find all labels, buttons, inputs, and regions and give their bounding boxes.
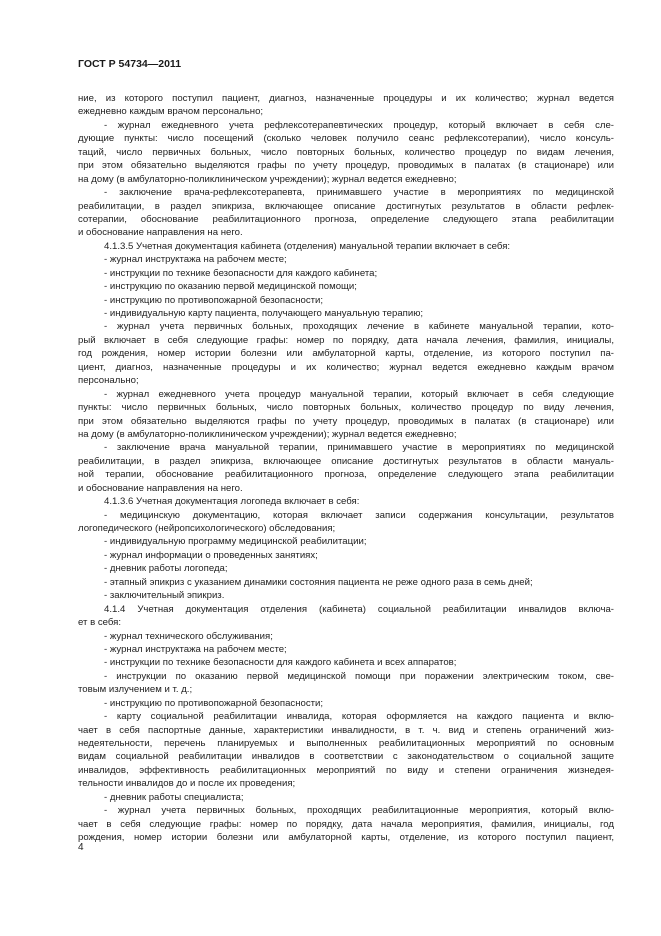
text-line: - карту социальной реабилитации инвалида, которая оформляется на каждого пациента и вклю-	[104, 711, 614, 723]
text-line: пункты: число первичных больных, число повторных больных, количество процедур по виду лечения,	[78, 402, 614, 414]
text-line: таций, число первичных больных, число повторных больных, количество процедур по видам лечения,	[78, 146, 614, 158]
list-item: - журнал информации о проведенных занятиях;	[104, 549, 318, 561]
text-line: - заключение врача мануальной терапии, принимавшего участие в мероприятиях по медицинской	[104, 442, 614, 454]
document-body	[78, 92, 614, 845]
text-line: на дому (в амбулаторно-поликлиническом учреждении); журнал ведется ежедневно;	[78, 173, 457, 185]
page-number: 4	[78, 842, 84, 853]
text-line: реабилитации, в раздел эпикриза, включающее описание достигнутых результатов в области мануаль-	[78, 455, 614, 467]
text-line: ние, из которого поступил пациент, диагноз, назначенные процедуры и их количество; журнал ведется	[78, 93, 614, 104]
text-line: при этом обязательно выделяются графы по учету процедур, проводимых в палатах (в стационаре) или	[78, 160, 614, 172]
list-item: - журнал технического обслуживания;	[104, 630, 273, 642]
text-line: товым излучением и т. д.;	[78, 684, 193, 696]
list-item: - инструкции по технике безопасности для каждого кабинета;	[104, 267, 378, 279]
section-heading-line: 4.1.3.5 Учетная документация кабинета (отделения) мануальной терапии включает в себя:	[104, 240, 511, 252]
text-line: чает в себя следующие графы: номер по порядку, дата начала мероприятия, фамилия, инициалы, год	[78, 818, 614, 830]
text-line: персонально;	[78, 375, 139, 387]
text-line: сотерапии, обоснование реабилитационного прогноза, определение следующего этапа реабилитации	[78, 213, 614, 225]
text-line: на дому (в амбулаторно-поликлиническом учреждении); журнал ведется ежедневно;	[78, 428, 457, 440]
text-line: рый включает в себя следующие графы: номер по порядку, дата начала лечения, фамилия, инициалы,	[78, 334, 614, 346]
text-line: логопедического (нейропсихологического) обследования;	[78, 523, 336, 534]
document-header: ГОСТ Р 54734—2011	[78, 58, 182, 70]
text-line: ет в себя:	[78, 617, 122, 629]
text-line: - заключение врача-рефлексотерапевта, принимавшего участие в мероприятиях по медицинской	[104, 187, 614, 199]
text-line: - журнал ежедневного учета процедур мануальной терапии, который включает в себя следующие	[104, 388, 614, 400]
list-item: - индивидуальную карту пациента, получающего мануальную терапию;	[104, 308, 424, 319]
list-item: - дневник работы логопеда;	[104, 563, 228, 575]
text-line: и обоснование направления на него.	[78, 227, 243, 239]
list-item: - заключительный эпикриз.	[104, 590, 225, 602]
text-line: реабилитации, в раздел эпикриза, включающее описание достигнутых результатов в области рефлек-	[78, 200, 614, 212]
text-line: год рождения, номер истории болезни или амбулаторной карты, отделение, из которого поступил па-	[78, 348, 614, 360]
list-item: - инструкцию по противопожарной безопасности;	[104, 697, 324, 709]
text-line: ной терапии, обоснование реабилитационного прогноза, определение следующего этапа реабилитации	[78, 469, 614, 481]
list-item: - инструкцию по противопожарной безопасности;	[104, 294, 324, 306]
text-line: - медицинскую документацию, которая включает записи содержания консультации, результатов	[104, 509, 614, 521]
text-line: - журнал учета первичных больных, проходящих реабилитационные мероприятия, который вклю-	[104, 805, 614, 817]
list-item: - инструкцию по оказанию первой медицинской помощи;	[104, 281, 357, 293]
text-line: видам социальной реабилитации инвалидов в соответствии с законодательством о социальной защите	[78, 751, 614, 763]
text-line: - журнал учета первичных больных, проходящих лечение в кабинете мануальной терапии, кото-	[104, 321, 614, 333]
text-line: чает в себя паспортные данные, характеристики инвалидности, в т. ч. вид и степень ограничений жиз-	[78, 724, 614, 736]
text-line: дующие пункты: число посещений (сколько человек получило сеанс рефлексотерапии), число консуль-	[78, 133, 614, 145]
text-line: рождения, номер истории болезни или амбулаторной карты, отделение, из которого поступил пациент,	[78, 832, 614, 844]
list-item: - инструкции по технике безопасности для каждого кабинета и всех аппаратов;	[104, 657, 457, 669]
section-heading-line: 4.1.3.6 Учетная документация логопеда включает в себя:	[104, 496, 360, 508]
list-item: - этапный эпикриз с указанием динамики состояния пациента не реже одного раза в семь дней;	[104, 576, 533, 588]
text-line: и обоснование направления на него.	[78, 482, 243, 494]
list-item: - дневник работы специалиста;	[104, 791, 244, 803]
section-heading-line: 4.1.4 Учетная документация отделения (кабинета) социальной реабилитации инвалидов включа-	[104, 603, 614, 615]
text-line: - инструкции по оказанию первой медицинской помощи при поражении электрическим током, све-	[104, 670, 614, 682]
text-line: при этом обязательно выделяются графы по учету процедур, проводимых в палатах (в стационаре) или	[78, 415, 614, 427]
text-line: циент, диагноз, назначенные процедуры и их количество; журнал ведется ежедневно каждым врачом	[78, 361, 614, 373]
list-item: - журнал инструктажа на рабочем месте;	[104, 254, 287, 266]
list-item: - журнал инструктажа на рабочем месте;	[104, 643, 287, 655]
text-line: тельности инвалидов до и после их проведения;	[78, 778, 296, 790]
text-line: инвалидов, эффективность реабилитационных мероприятий по виду и степени ограничения жизнедея-	[78, 764, 614, 776]
text-line: - журнал ежедневного учета рефлексотерапевтических процедур, который включает в себя сле-	[104, 119, 614, 131]
text-line: ежедневно каждым врачом персонально;	[78, 106, 264, 118]
list-item: - индивидуальную программу медицинской реабилитации;	[104, 536, 367, 548]
text-line: недеятельности, перечень планируемых и выполненных реабилитационных мероприятий по основным	[78, 738, 614, 749]
